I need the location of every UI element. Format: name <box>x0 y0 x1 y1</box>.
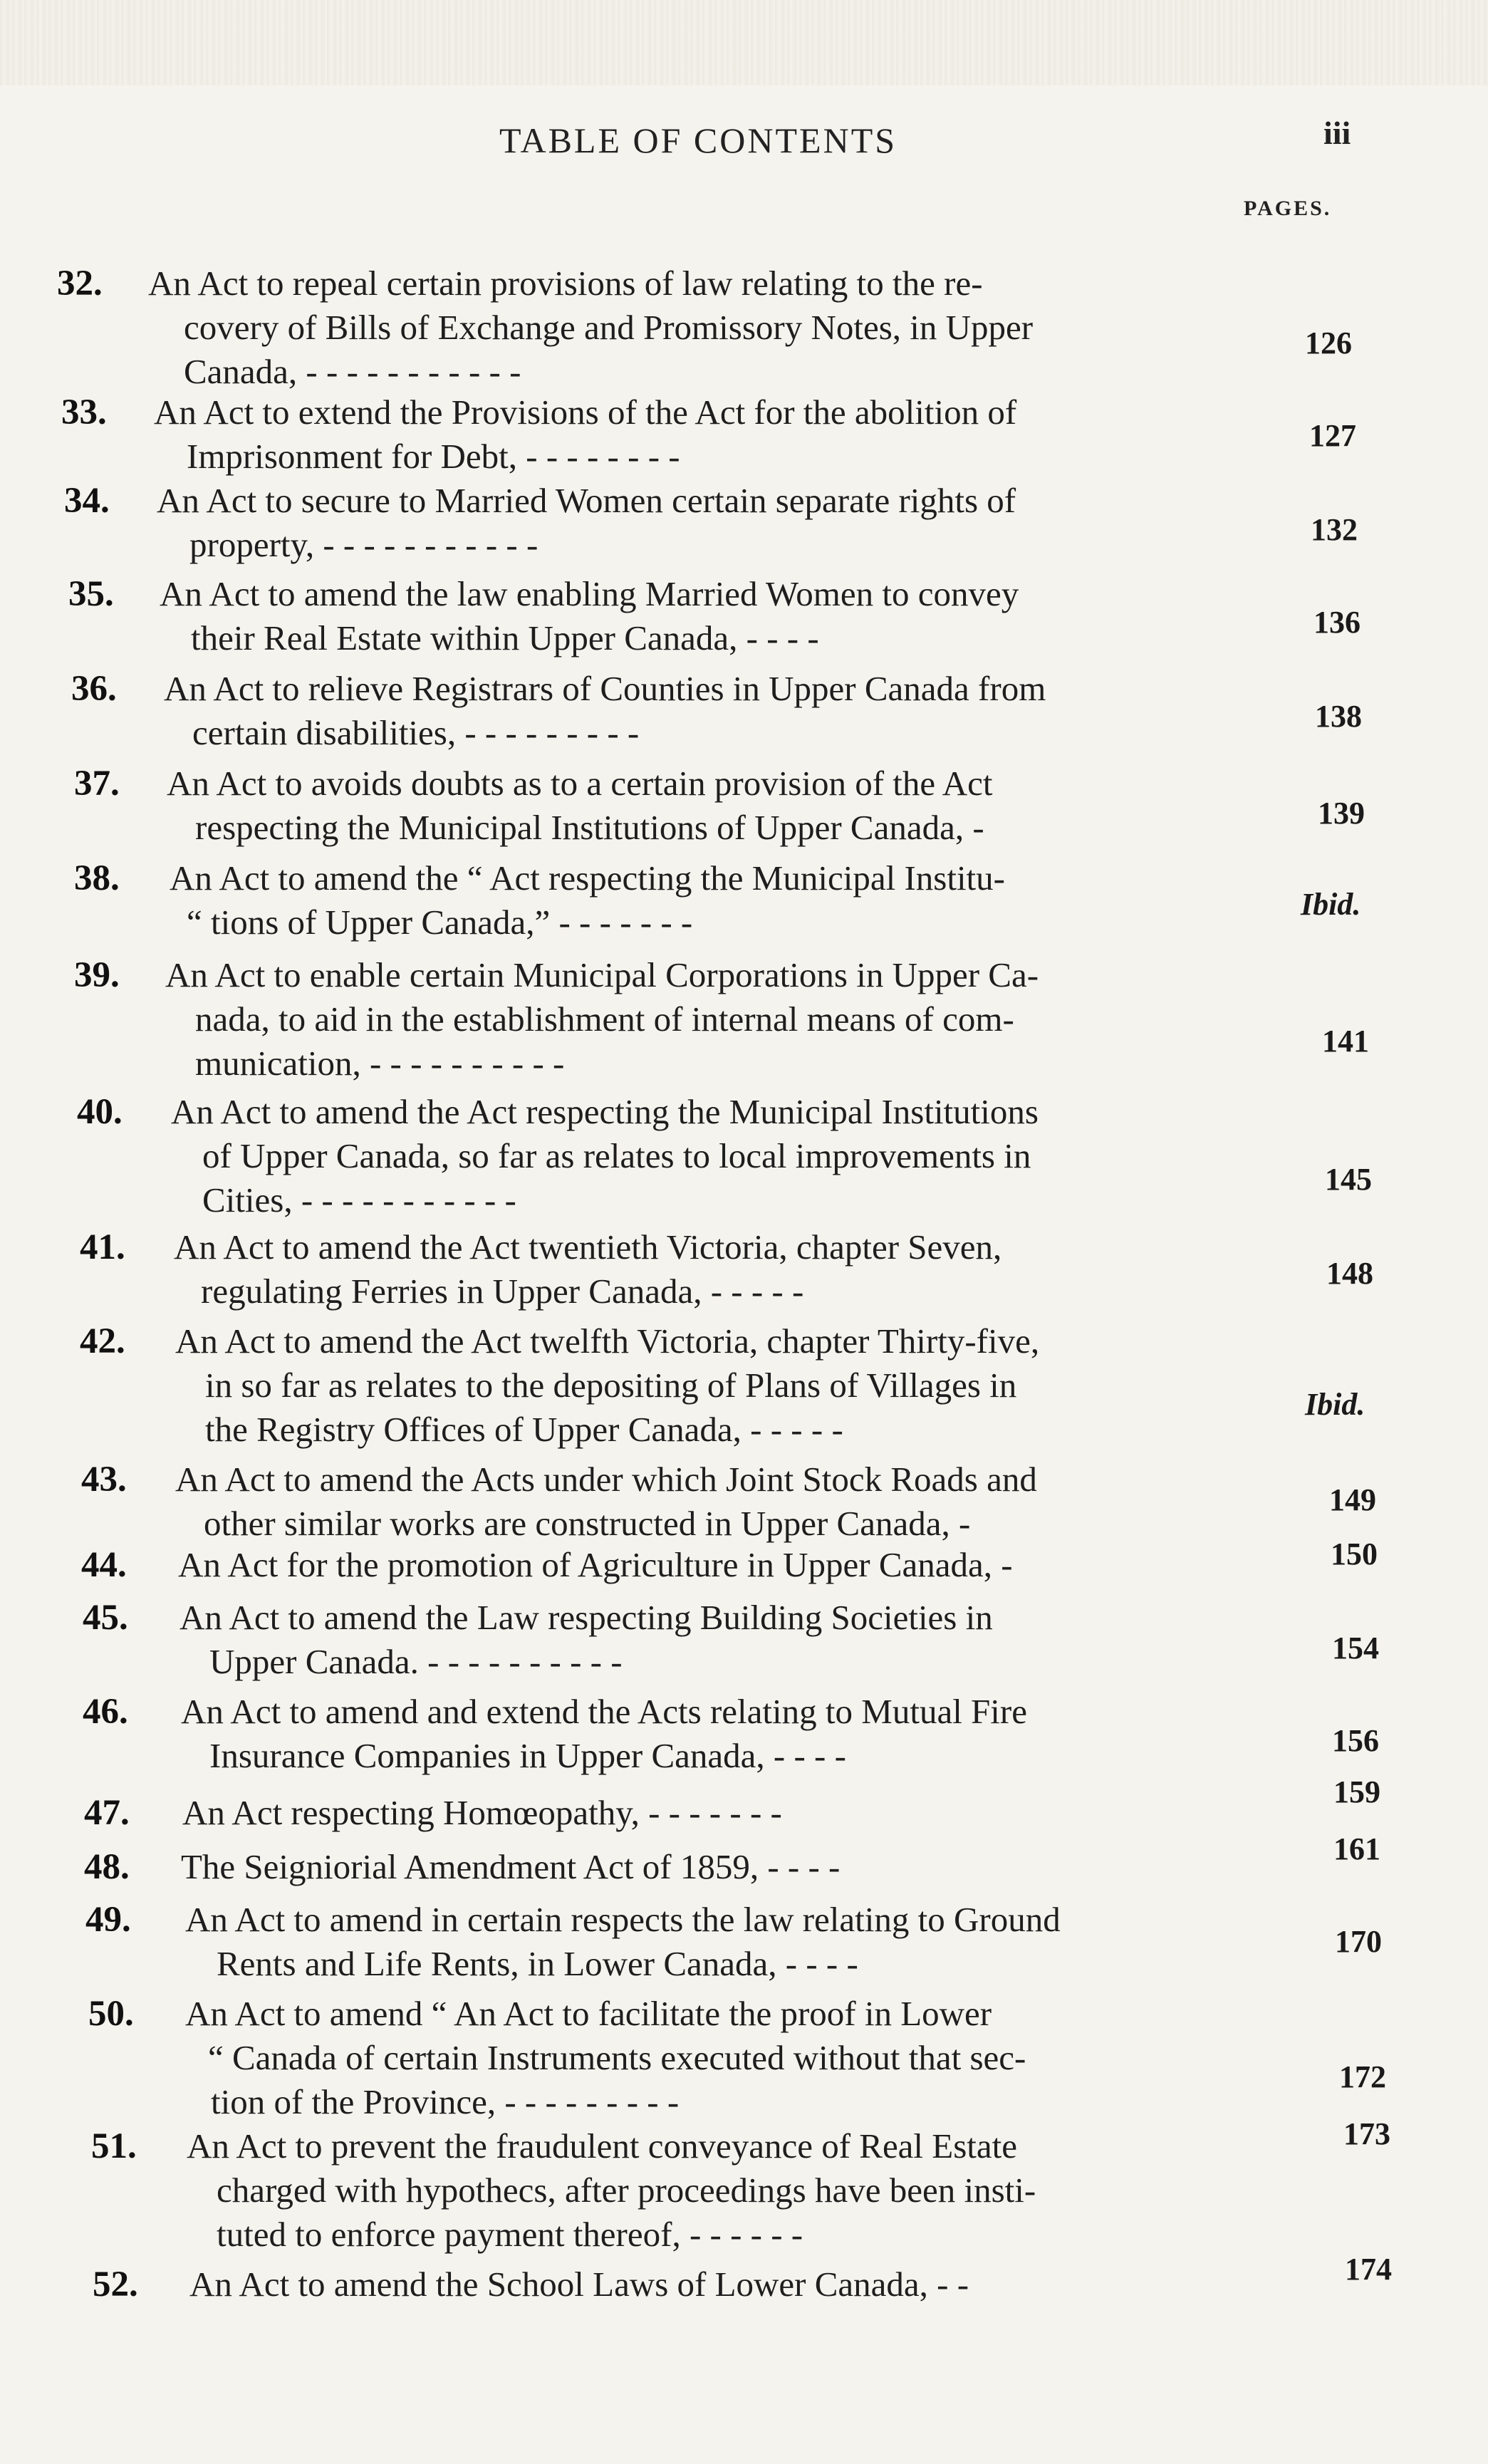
entry-text: An Act respecting Homœopathy, - - - - - - - <box>182 1793 782 1832</box>
entry-text: An Act to amend the School Laws of Lower Canada, - - <box>189 2265 969 2304</box>
entry-text: Rents and Life Rents, in Lower Canada, - - - - <box>217 1944 858 1983</box>
entry-number: 46. <box>83 1692 128 1732</box>
entry-number: 41. <box>80 1227 125 1267</box>
entry-text: munication, - - - - - - - - - - <box>195 1044 565 1083</box>
entry-number: 49. <box>85 1900 131 1940</box>
entry-text: Canada, - - - - - - - - - - - <box>184 352 521 391</box>
entry-number: 45. <box>83 1598 128 1638</box>
entry-text: An Act to secure to Married Women certain separate rights of <box>157 481 1016 520</box>
entry-number: 38. <box>74 858 120 898</box>
entry-text: An Act to prevent the fraudulent conveyance of Real Estate <box>187 2126 1018 2166</box>
entry-text: Cities, - - - - - - - - - - - <box>202 1180 516 1220</box>
entry-text: An Act to amend and extend the Acts relating to Mutual Fire <box>181 1692 1027 1731</box>
entry-text: covery of Bills of Exchange and Promissory Notes, in Upper <box>184 308 1034 347</box>
entry-text: An Act to amend the Act twentieth Victoria, chapter Seven, <box>174 1227 1002 1267</box>
toc-entry-42 <box>80 1319 1039 1452</box>
toc-entry-44 <box>81 1543 1013 1587</box>
toc-entry-49 <box>85 1898 1061 1986</box>
entry-text: “ tions of Upper Canada,” - - - - - - - <box>187 903 693 942</box>
entry-text: An Act to repeal certain provisions of law relating to the re- <box>148 264 983 303</box>
entry-text: tion of the Province, - - - - - - - - - <box>211 2082 680 2121</box>
entry-number: 39. <box>74 955 120 995</box>
toc-entry-38 <box>74 856 1005 945</box>
toc-entry-37 <box>74 761 992 850</box>
entry-text: property, - - - - - - - - - - - <box>189 525 539 564</box>
toc-entry-41 <box>80 1225 1001 1314</box>
pages-column-label: PAGES. <box>1244 197 1332 220</box>
entry-page-number: 170 <box>1335 1924 1382 1959</box>
entry-number: 36. <box>71 669 117 709</box>
entry-page-number: 148 <box>1326 1256 1373 1291</box>
entry-text: of Upper Canada, so far as relates to local improvements in <box>202 1136 1031 1175</box>
entry-number: 33. <box>61 393 107 432</box>
page-top-edge <box>0 0 1488 85</box>
entry-text: An Act to enable certain Municipal Corporations in Upper Ca- <box>165 955 1039 994</box>
page-title: TABLE OF CONTENTS <box>499 120 898 160</box>
entry-page-number: 127 <box>1309 418 1356 453</box>
entry-text: An Act to amend the Act twelfth Victoria, chapter Thirty-five, <box>175 1321 1040 1361</box>
entry-text: An Act to amend “ An Act to facilitate the proof in Lower <box>185 1994 992 2033</box>
entry-page-number: Ibid. <box>1301 887 1361 922</box>
entry-text: An Act to amend the Acts under which Joint Stock Roads and <box>175 1460 1037 1499</box>
entry-page-number: 159 <box>1333 1774 1380 1809</box>
entry-text: other similar works are constructed in Upper Canada, - <box>204 1504 971 1543</box>
toc-entry-36 <box>71 667 1046 755</box>
toc-entry-43 <box>81 1457 1037 1546</box>
entry-number: 43. <box>81 1460 127 1499</box>
entry-number: 44. <box>81 1545 127 1585</box>
entry-page-number: 139 <box>1318 796 1365 831</box>
entry-number: 32. <box>57 264 103 303</box>
entry-page-number: 132 <box>1311 512 1358 547</box>
entry-number: 37. <box>74 764 120 804</box>
entry-text: An Act for the promotion of Agriculture in Upper Canada, - <box>178 1545 1013 1584</box>
entry-text: An Act to extend the Provisions of the Act for the abolition of <box>154 393 1017 432</box>
entry-number: 50. <box>88 1994 134 2034</box>
entry-text: Insurance Companies in Upper Canada, - - - - <box>209 1736 846 1775</box>
entry-page-number: Ibid. <box>1305 1387 1365 1422</box>
toc-entry-50 <box>88 1992 1026 2124</box>
entry-text: respecting the Municipal Institutions of Upper Canada, - <box>195 808 984 847</box>
entry-page-number: 161 <box>1333 1831 1380 1866</box>
entry-text: regulating Ferries in Upper Canada, - - - - - <box>201 1272 804 1311</box>
toc-entry-35 <box>68 572 1019 660</box>
toc-entry-52 <box>93 2262 969 2307</box>
toc-entry-48 <box>84 1845 840 1889</box>
entry-text: An Act to amend in certain respects the law relating to Ground <box>185 1900 1061 1939</box>
entry-text: “ Canada of certain Instruments executed without that sec- <box>208 2038 1026 2077</box>
entry-page-number: 156 <box>1332 1723 1379 1758</box>
entry-text: An Act to avoids doubts as to a certain provision of the Act <box>167 764 993 803</box>
toc-entry-51 <box>91 2124 1036 2257</box>
entry-page-number: 149 <box>1329 1482 1376 1517</box>
toc-entry-45 <box>83 1596 993 1684</box>
entry-text: the Registry Offices of Upper Canada, - - - - - <box>205 1410 843 1449</box>
entry-text: Imprisonment for Debt, - - - - - - - - <box>187 437 680 476</box>
entry-text: nada, to aid in the establishment of internal means of com- <box>195 999 1014 1039</box>
entry-text: in so far as relates to the depositing of Plans of Villages in <box>205 1366 1017 1405</box>
entry-text: certain disabilities, - - - - - - - - - <box>192 713 640 752</box>
entry-number: 34. <box>64 481 110 521</box>
entry-text: An Act to amend the Law respecting Building Societies in <box>180 1598 993 1637</box>
entry-page-number: 174 <box>1345 2252 1392 2287</box>
toc-entry-39 <box>74 953 1039 1086</box>
page-number: iii <box>1323 115 1351 151</box>
entry-number: 40. <box>77 1092 123 1132</box>
toc-entry-32 <box>57 261 1033 394</box>
entry-text: An Act to relieve Registrars of Counties in Upper Canada from <box>164 669 1046 708</box>
entry-text: The Seigniorial Amendment Act of 1859, - - - - <box>181 1847 841 1886</box>
entry-page-number: 173 <box>1343 2116 1390 2151</box>
entry-number: 35. <box>68 574 114 614</box>
entry-number: 42. <box>80 1321 125 1361</box>
entry-number: 47. <box>84 1793 130 1833</box>
entry-page-number: 172 <box>1339 2059 1386 2094</box>
entry-page-number: 150 <box>1331 1537 1378 1571</box>
toc-entry-40 <box>77 1090 1039 1222</box>
entry-text: Upper Canada. - - - - - - - - - - <box>209 1642 623 1681</box>
toc-entry-34 <box>64 479 1016 567</box>
entry-text: their Real Estate within Upper Canada, - - - - <box>191 618 819 657</box>
entry-page-number: 126 <box>1305 326 1352 360</box>
entry-page-number: 136 <box>1313 605 1360 640</box>
entry-number: 48. <box>84 1847 130 1887</box>
entry-text: An Act to amend the “ Act respecting the Municipal Institu- <box>170 858 1005 898</box>
toc-entry-33 <box>61 390 1016 479</box>
entry-number: 52. <box>93 2265 138 2304</box>
entry-text: charged with hypothecs, after proceedings have been insti- <box>217 2171 1036 2210</box>
entry-page-number: 141 <box>1322 1024 1369 1059</box>
entry-page-number: 138 <box>1315 699 1362 734</box>
entry-text: An Act to amend the Act respecting the Municipal Institutions <box>171 1092 1039 1131</box>
entry-text: tuted to enforce payment thereof, - - - - - - <box>217 2215 803 2254</box>
entry-text: An Act to amend the law enabling Married Women to convey <box>160 574 1019 613</box>
toc-entry-46 <box>83 1690 1027 1778</box>
entry-page-number: 154 <box>1332 1631 1379 1665</box>
entry-number: 51. <box>91 2126 137 2166</box>
entry-page-number: 145 <box>1325 1162 1372 1197</box>
toc-entry-47 <box>84 1791 782 1835</box>
